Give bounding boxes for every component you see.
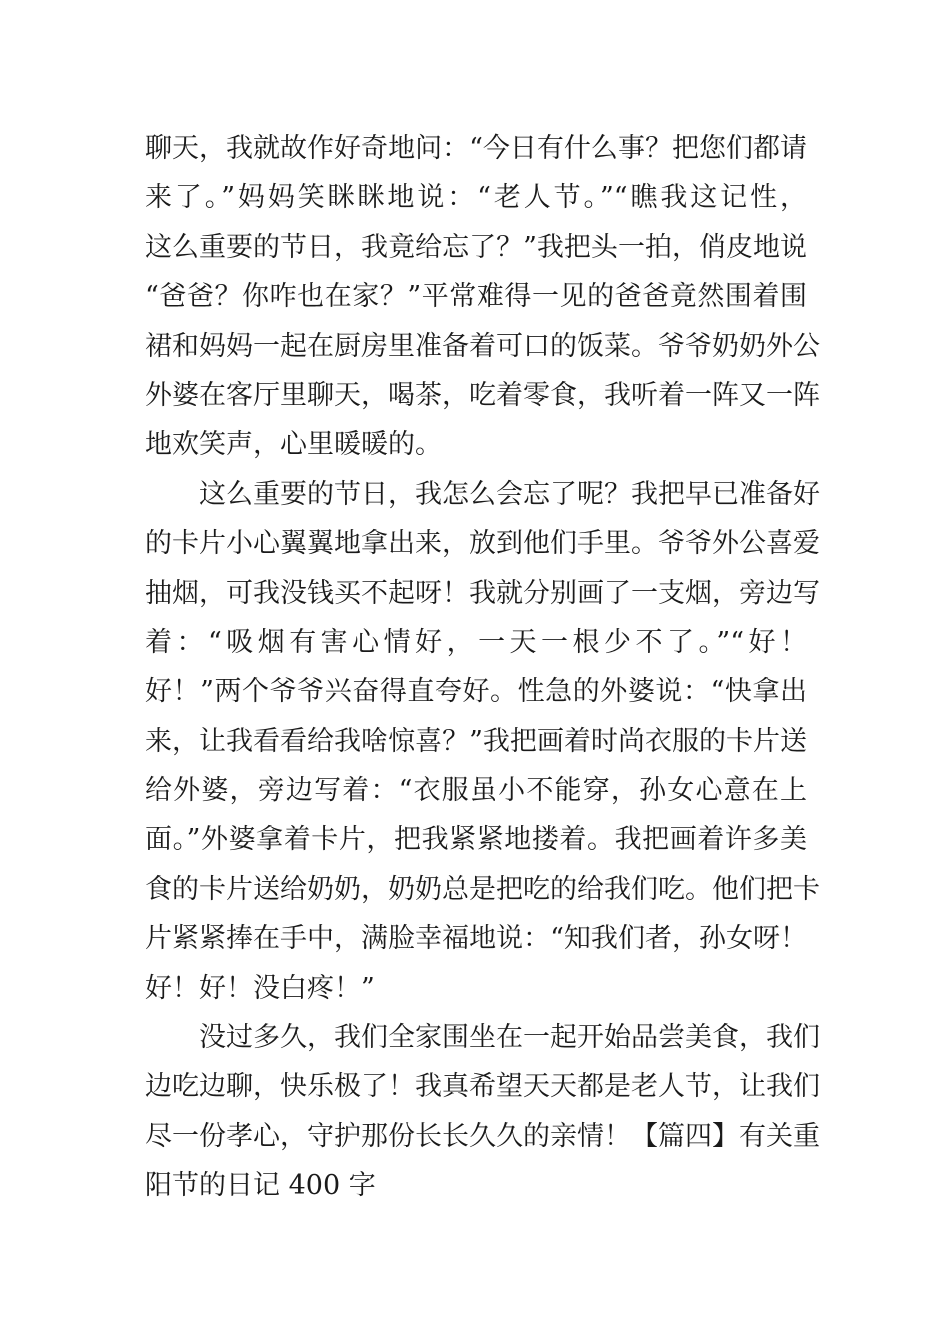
text-line: 好！”两个爷爷兴奋得直夸好。性急的外婆说：“快拿出 [145, 676, 807, 708]
paragraph-1 [145, 124, 820, 470]
text-line: 这么重要的节日，我竟给忘了？”我把头一拍，俏皮地说 [145, 231, 807, 263]
text-line: 地欢笑声，心里暖暖的。 [145, 429, 442, 461]
text-line: 来了。”妈妈笑眯眯地说：“老人节。”“瞧我这记性， [145, 182, 807, 214]
text-line: 食的卡片送给奶奶，奶奶总是把吃的给我们吃。他们把卡 [145, 873, 820, 905]
paragraph-2 [145, 470, 820, 1013]
text-line: 边吃边聊，快乐极了！我真希望天天都是老人节，让我们 [145, 1071, 820, 1103]
text-line: 的卡片小心翼翼地拿出来，放到他们手里。爷爷外公喜爱 [145, 528, 820, 560]
text-line: 好！好！没白疼！” [145, 972, 375, 1004]
text-line: 聊天，我就故作好奇地问：“今日有什么事？把您们都请 [145, 133, 807, 164]
text-line: 没过多久，我们全家围坐在一起开始品尝美食，我们 [199, 1022, 820, 1054]
paragraph-3 [145, 1013, 820, 1211]
text-line: 阳节的日记 400 字 [145, 1170, 376, 1202]
document-body [145, 124, 820, 1211]
text-line: 抽烟，可我没钱买不起呀！我就分别画了一支烟，旁边写 [145, 577, 820, 609]
text-line: 裙和妈妈一起在厨房里准备着可口的饭菜。爷爷奶奶外公 [145, 330, 820, 362]
text-line: 尽一份孝心，守护那份长长久久的亲情！【篇四】有关重 [145, 1120, 820, 1152]
text-line: 给外婆，旁边写着：“衣服虽小不能穿，孙女心意在上 [145, 775, 807, 807]
text-line: “爸爸？你咋也在家？”平常难得一见的爸爸竟然围着围 [145, 281, 807, 313]
text-line: 来，让我看看给我啥惊喜？”我把画着时尚衣服的卡片送 [145, 725, 807, 757]
text-line: 面。”外婆拿着卡片，把我紧紧地搂着。我把画着许多美 [145, 824, 807, 856]
text-line: 片紧紧捧在手中，满脸幸福地说：“知我们者，孙女呀！ [145, 923, 807, 955]
text-line: 外婆在客厅里聊天，喝茶，吃着零食，我听着一阵又一阵 [145, 379, 820, 411]
text-line: 着：“吸烟有害心情好，一天一根少不了。”“好！ [145, 626, 807, 658]
text-line: 这么重要的节日，我怎么会忘了呢？我把早已准备好 [199, 478, 820, 510]
